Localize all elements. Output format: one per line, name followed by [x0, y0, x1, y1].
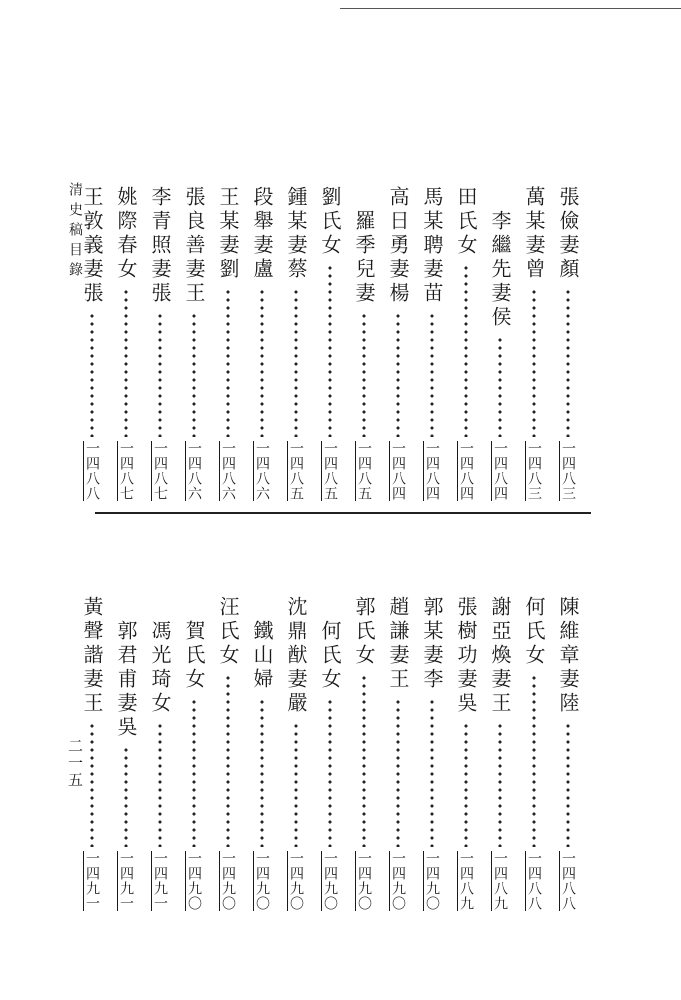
toc-entry	[521, 596, 547, 911]
entry-name: 馮光琦女	[148, 620, 172, 716]
entry-page-number: 一四九〇	[390, 851, 406, 911]
entry-name: 鐵山婦	[250, 620, 274, 692]
entry-name: 沈鼎猷妻嚴	[284, 596, 308, 716]
entry-page-number: 一四八八	[84, 441, 100, 501]
dot-leader	[158, 722, 162, 847]
entry-name: 郭某妻李	[420, 596, 444, 692]
toc-entry	[419, 596, 445, 911]
toc-entry	[181, 186, 207, 501]
dot-leader	[90, 312, 94, 437]
toc-entry	[215, 596, 241, 911]
entry-name: 黃聲諧妻王	[80, 596, 104, 716]
entry-page-number: 一四八九	[492, 851, 508, 911]
toc-entry	[317, 620, 343, 911]
entry-name: 張儉妻顏	[556, 186, 580, 282]
entry-name: 姚際春女	[114, 186, 138, 282]
entry-name: 趙謙妻王	[386, 596, 410, 692]
toc-entry	[419, 186, 445, 501]
toc-entry	[385, 186, 411, 501]
dot-leader	[192, 312, 196, 437]
toc-entry	[283, 186, 309, 501]
entry-page-number: 一四九一	[152, 851, 168, 911]
entry-name: 王敦義妻張	[80, 186, 104, 306]
entry-name: 汪氏女	[216, 596, 240, 668]
toc-entry	[113, 186, 139, 501]
entry-name: 萬某妻曾	[522, 186, 546, 282]
dot-leader	[464, 264, 468, 437]
entry-name: 李繼先妻侯	[488, 210, 512, 330]
dot-leader	[124, 746, 128, 847]
entry-name: 郭君甫妻吳	[114, 620, 138, 740]
entry-page-number: 一四九〇	[288, 851, 304, 911]
toc-entry	[385, 596, 411, 911]
entry-page-number: 一四九一	[84, 851, 100, 911]
entry-page-number: 一四八三	[526, 441, 542, 501]
entry-page-number: 一四八九	[458, 851, 474, 911]
dot-leader	[498, 722, 502, 847]
toc-entry	[521, 186, 547, 501]
entry-name: 謝亞煥妻王	[488, 596, 512, 716]
dot-leader	[362, 674, 366, 847]
dot-leader	[328, 264, 332, 437]
dot-leader	[90, 722, 94, 847]
toc-entry	[181, 620, 207, 911]
entry-page-number: 一四九〇	[220, 851, 236, 911]
dot-leader	[532, 674, 536, 847]
entry-page-number: 一四九一	[118, 851, 134, 911]
entry-page-number: 一四九〇	[186, 851, 202, 911]
dot-leader	[192, 698, 196, 847]
dot-leader	[124, 288, 128, 437]
dot-leader	[532, 288, 536, 437]
section-divider	[95, 512, 591, 514]
top-border-line	[340, 8, 681, 9]
entry-page-number: 一四八八	[560, 851, 576, 911]
entry-page-number: 一四八六	[254, 441, 270, 501]
entry-page-number: 一四八八	[526, 851, 542, 911]
entry-name: 陳維章妻陸	[556, 596, 580, 716]
dot-leader	[260, 288, 264, 437]
toc-entry	[453, 596, 479, 911]
entry-page-number: 一四八五	[288, 441, 304, 501]
entry-page-number: 一四八六	[186, 441, 202, 501]
dot-leader	[362, 312, 366, 437]
entry-name: 鍾某妻蔡	[284, 186, 308, 282]
entry-name: 張樹功妻吳	[454, 596, 478, 716]
toc-entry	[147, 186, 173, 501]
toc-entry	[283, 596, 309, 911]
toc-entry	[147, 620, 173, 911]
page-number: 二一五	[66, 738, 84, 789]
entry-page-number: 一四八五	[356, 441, 372, 501]
entry-page-number: 一四八七	[118, 441, 134, 501]
dot-leader	[498, 336, 502, 437]
toc-entry	[249, 620, 275, 911]
entry-name: 段舉妻盧	[250, 186, 274, 282]
entry-page-number: 一四八六	[220, 441, 236, 501]
dot-leader	[566, 288, 570, 437]
dot-leader	[430, 698, 434, 847]
entry-name: 何氏女	[318, 620, 342, 692]
toc-entry	[555, 596, 581, 911]
toc-entry	[351, 596, 377, 911]
entry-page-number: 一四九〇	[424, 851, 440, 911]
dot-leader	[430, 312, 434, 437]
dot-leader	[158, 312, 162, 437]
dot-leader	[294, 722, 298, 847]
dot-leader	[226, 288, 230, 437]
running-head: 清史稿目錄	[67, 182, 83, 282]
toc-entry	[351, 210, 377, 501]
toc-entry	[317, 186, 343, 501]
entry-name: 羅季兒妻	[352, 210, 376, 306]
dot-leader	[226, 674, 230, 847]
entry-name: 賀氏女	[182, 620, 206, 692]
toc-entry	[215, 186, 241, 501]
dot-leader	[260, 698, 264, 847]
entry-page-number: 一四八四	[390, 441, 406, 501]
toc-entry	[453, 186, 479, 501]
toc-entry	[113, 620, 139, 911]
toc-entry	[249, 186, 275, 501]
entry-name: 馬某聘妻苗	[420, 186, 444, 306]
entry-name: 李青照妻張	[148, 186, 172, 306]
entry-page-number: 一四九〇	[356, 851, 372, 911]
entry-page-number: 一四八七	[152, 441, 168, 501]
entry-page-number: 一四八四	[424, 441, 440, 501]
entry-page-number: 一四九〇	[254, 851, 270, 911]
entry-page-number: 一四八五	[322, 441, 338, 501]
dot-leader	[396, 698, 400, 847]
toc-entry	[555, 186, 581, 501]
entry-name: 田氏女	[454, 186, 478, 258]
dot-leader	[396, 312, 400, 437]
entry-name: 王某妻劉	[216, 186, 240, 282]
dot-leader	[464, 722, 468, 847]
entry-name: 何氏女	[522, 596, 546, 668]
dot-leader	[566, 722, 570, 847]
entry-name: 郭氏女	[352, 596, 376, 668]
entry-page-number: 一四八四	[492, 441, 508, 501]
entry-name: 劉氏女	[318, 186, 342, 258]
entry-page-number: 一四八三	[560, 441, 576, 501]
toc-entry	[487, 596, 513, 911]
entry-name: 張良善妻王	[182, 186, 206, 306]
entry-page-number: 一四九〇	[322, 851, 338, 911]
dot-leader	[294, 288, 298, 437]
dot-leader	[328, 698, 332, 847]
entry-page-number: 一四八四	[458, 441, 474, 501]
entry-name: 高日勇妻楊	[386, 186, 410, 306]
toc-entry	[487, 210, 513, 501]
